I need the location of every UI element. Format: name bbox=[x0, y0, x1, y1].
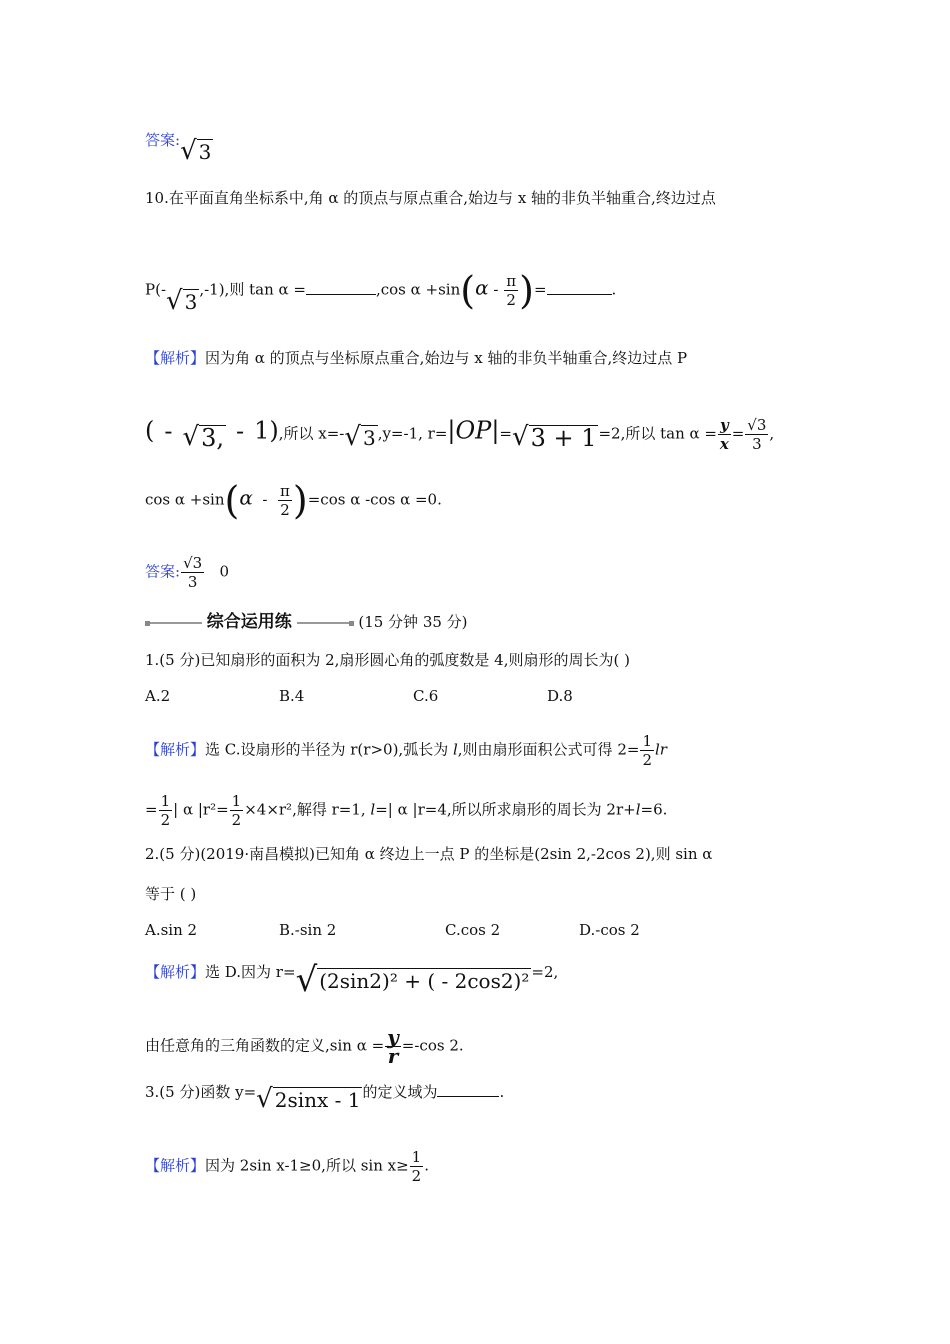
sqrt-expression: √ 3 bbox=[166, 285, 198, 316]
q2-options bbox=[145, 920, 640, 940]
answer-blank bbox=[547, 294, 612, 295]
q3-analysis: 【解析】因为 2sin x-1≥0,所以 sin x≥ $\frac{1}{2}$ . bbox=[145, 1148, 429, 1185]
q3-stem: 3.(5 分)函数 y= √ 2sinx - 1 的定义域为 . bbox=[145, 1083, 505, 1114]
analysis-label: 【解析】 bbox=[145, 1156, 206, 1175]
section-rule-right-dot bbox=[349, 621, 354, 626]
q10-analysis-line2: ( - √ 3, - 1),所以 x=- √ 3 ,y=-1, r=|OP|= √ 3 + 1 =2,所以 tan α = $\frac{y}{x}$ = $\frac{√3}{3}$ , bbox=[145, 416, 775, 453]
option-b: B.4 bbox=[279, 687, 305, 705]
option-c: C.6 bbox=[413, 687, 439, 705]
section-rule-left bbox=[150, 622, 202, 624]
answer-label: 答案: bbox=[145, 131, 181, 149]
answer-line-q9 bbox=[145, 130, 213, 164]
option-a: A.sin 2 bbox=[145, 921, 198, 939]
option-d: D.-cos 2 bbox=[579, 921, 640, 939]
analysis-label: 【解析】 bbox=[145, 349, 206, 367]
section-header bbox=[145, 612, 468, 632]
q10-stem-line1: 10.在平面直角坐标系中,角 α 的顶点与原点重合,始边与 x 轴的非负半轴重合,终边过点 bbox=[145, 189, 716, 207]
q1-options bbox=[145, 686, 573, 706]
option-b: B.-sin 2 bbox=[279, 921, 337, 939]
option-a: A.2 bbox=[145, 687, 171, 705]
q10-answer-line: 答案: $\frac{√3}{3}$ 0 bbox=[145, 554, 230, 591]
q1-analysis-line2: = $\frac{1}{2}$ | α |r²= $\frac{1}{2}$ ×4×r²,解得 r=1, l=| α |r=4,所以所求扇形的周长为 2r+l=6. bbox=[145, 792, 668, 829]
q2-stem-line2: 等于 ( ) bbox=[145, 885, 197, 903]
section-meta: (15 分钟 35 分) bbox=[358, 613, 468, 631]
answer-blank bbox=[306, 294, 376, 295]
option-c: C.cos 2 bbox=[445, 921, 501, 939]
sqrt-expression: √ 3 bbox=[180, 136, 212, 166]
q10-stem-line2: P(- √ 3 ,-1),则 tan α = ,cos α +sin(α - $\frac{\pi}{2}$ )= . bbox=[145, 268, 617, 316]
q10-analysis-line1: 【解析】因为角 α 的顶点与坐标原点重合,始边与 x 轴的非负半轴重合,终边过点 P bbox=[145, 349, 688, 367]
answer-label: 答案: bbox=[145, 562, 181, 581]
q2-stem: 2.(5 分)(2019·南昌模拟)已知角 α 终边上一点 P 的坐标是(2sin 2,-2cos 2),则 sin α bbox=[145, 845, 713, 863]
analysis-label: 【解析】 bbox=[145, 963, 206, 981]
answer-blank bbox=[437, 1096, 499, 1097]
section-rule-right bbox=[297, 622, 349, 624]
q10-analysis-line3: cos α +sin(α - $\frac{\pi}{2}$ )=cos α -cos α =0. bbox=[145, 478, 442, 523]
q2-analysis-line1: 【解析】选 D.因为 r= √ (2sin2)² + ( - 2cos2)² =2, bbox=[145, 960, 559, 1000]
analysis-label: 【解析】 bbox=[145, 740, 206, 759]
section-title: 综合运用练 bbox=[206, 612, 292, 632]
fraction: $\frac{\pi}{2}$ bbox=[506, 272, 517, 309]
q2-analysis-line2: 由任意角的三角函数的定义,sin α = $\frac{y}{r}$ =-cos 2. bbox=[145, 1025, 464, 1068]
q1-analysis-line1: 【解析】选 C.设扇形的半径为 r(r>0),弧长为 l,则由扇形面积公式可得 2= $\frac{1}{2}$ lr bbox=[145, 732, 667, 769]
option-d: D.8 bbox=[547, 687, 573, 705]
q1-stem: 1.(5 分)已知扇形的面积为 2,扇形圆心角的弧度数是 4,则扇形的周长为( ) bbox=[145, 651, 630, 669]
